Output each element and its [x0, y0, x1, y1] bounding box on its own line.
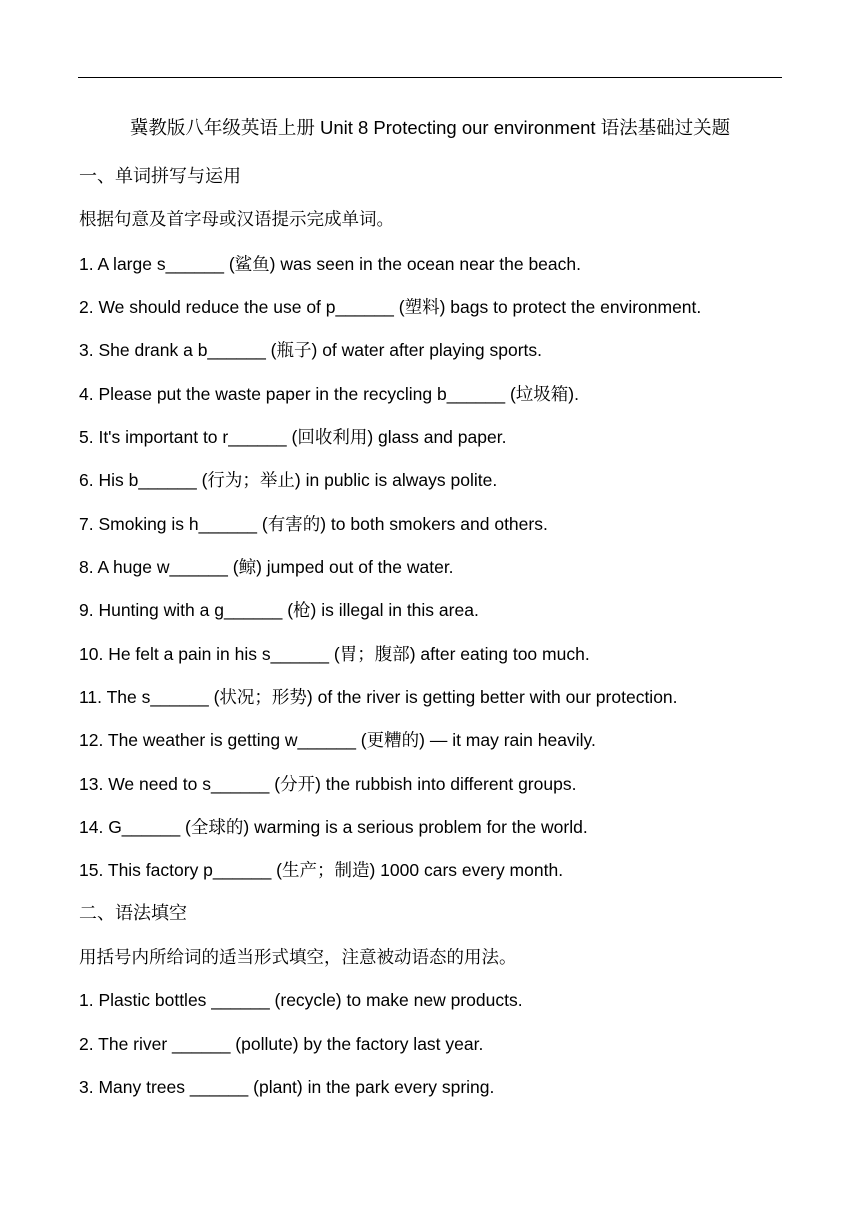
question-item: 9. Hunting with a g______ (枪) is illegal in this area. — [79, 600, 479, 620]
question-item: 10. He felt a pain in his s______ (胃；腹部) after eating too much. — [79, 644, 590, 664]
question-item: 5. It's important to r______ (回收利用) glass and paper. — [79, 427, 507, 447]
section-instruction-grammar-fill: 用括号内所给词的适当形式填空，注意被动语态的用法。 — [79, 947, 517, 967]
section-instruction-word-spelling: 根据句意及首字母或汉语提示完成单词。 — [79, 209, 394, 229]
question-item: 3. She drank a b______ (瓶子) of water after playing sports. — [79, 340, 543, 360]
question-item: 4. Please put the waste paper in the recycling b______ (垃圾箱). — [79, 384, 579, 404]
question-item: 1. A large s______ (鲨鱼) was seen in the ocean near the beach. — [79, 254, 581, 274]
question-item: 3. Many trees ______ (plant) in the park every spring. — [79, 1077, 495, 1097]
question-item: 1. Plastic bottles ______ (recycle) to make new products. — [79, 990, 523, 1010]
document-title: 冀教版八年级英语上册 Unit 8 Protecting our environment 语法基础过关题 — [129, 117, 731, 138]
question-item: 14. G______ (全球的) warming is a serious problem for the world. — [79, 817, 588, 837]
question-item: 2. We should reduce the use of p______ (塑料) bags to protect the environment. — [79, 297, 702, 317]
question-item: 11. The s______ (状况；形势) of the river is getting better with our protection. — [79, 687, 678, 707]
header-rule — [78, 77, 782, 78]
question-item: 2. The river ______ (pollute) by the factory last year. — [79, 1034, 484, 1054]
section-heading-grammar-fill: 二、语法填空 — [79, 903, 187, 923]
question-item: 15. This factory p______ (生产；制造) 1000 cars every month. — [79, 860, 564, 880]
question-item: 13. We need to s______ (分开) the rubbish into different groups. — [79, 774, 577, 794]
section-heading-word-spelling: 一、单词拼写与运用 — [79, 166, 241, 186]
question-item: 7. Smoking is h______ (有害的) to both smokers and others. — [79, 514, 548, 534]
question-item: 12. The weather is getting w______ (更糟的) — it may rain heavily. — [79, 730, 596, 750]
question-item: 6. His b______ (行为；举止) in public is always polite. — [79, 470, 498, 490]
question-item: 8. A huge w______ (鲸) jumped out of the water. — [79, 557, 454, 577]
